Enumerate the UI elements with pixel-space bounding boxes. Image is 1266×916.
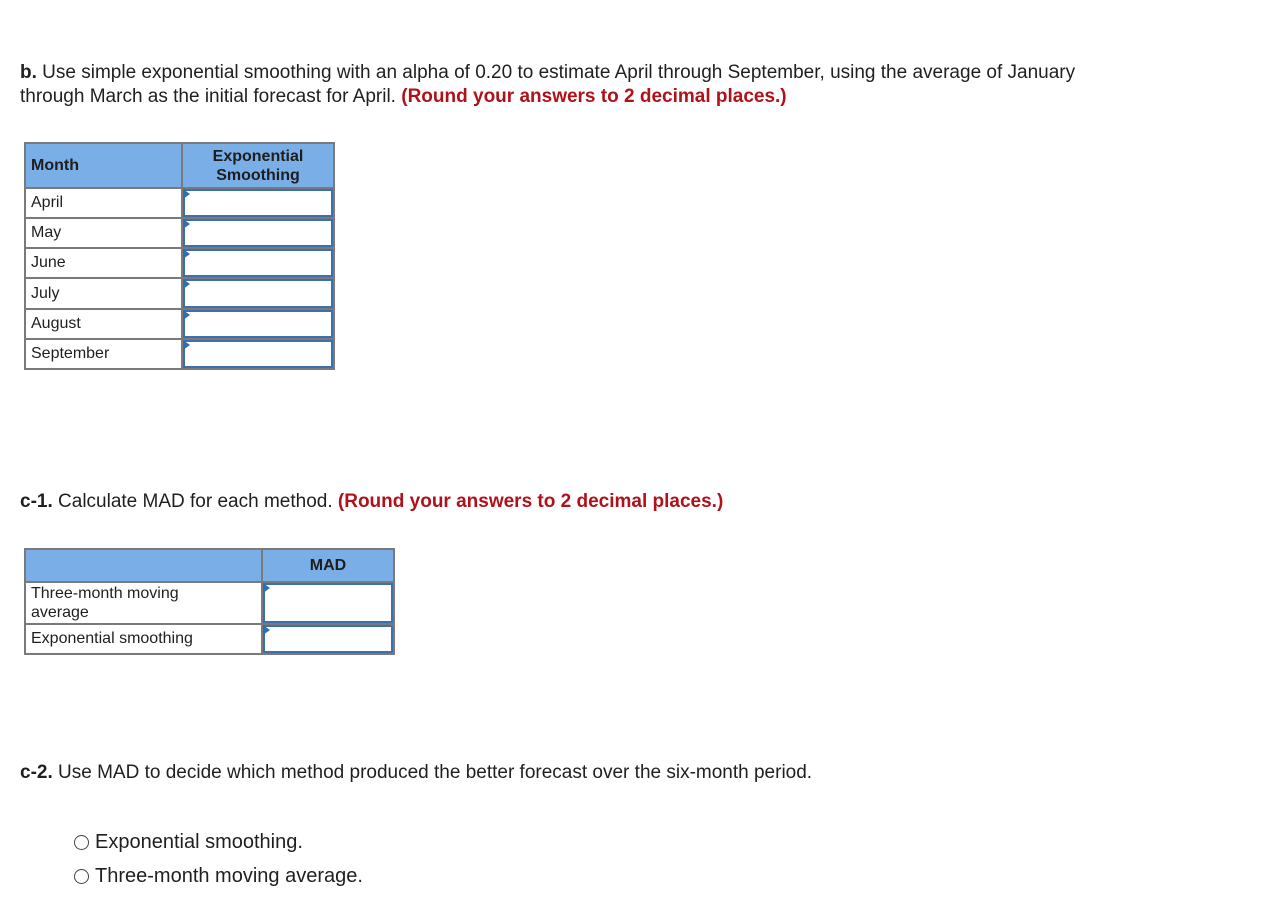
exp-smoothing-cell: [182, 339, 334, 369]
month-label: May: [25, 218, 182, 248]
part-b-hint: (Round your answers to 2 decimal places.): [401, 86, 787, 107]
table-row: [25, 248, 334, 278]
method-label: Exponential smoothing: [25, 624, 262, 654]
table-row: [25, 278, 334, 309]
option-label: Exponential smoothing.: [95, 831, 303, 853]
radio-button[interactable]: [74, 869, 89, 884]
header-exponential-smoothing: [182, 143, 334, 188]
header-exp-line1: Exponential: [212, 147, 304, 165]
part-c2-instructions: [20, 761, 812, 785]
mad-cell: [262, 582, 394, 624]
june-forecast-input[interactable]: [183, 249, 333, 277]
month-label: April: [25, 188, 182, 218]
may-forecast-input[interactable]: [183, 219, 333, 247]
mad-table: [24, 548, 395, 655]
exp-smoothing-cell: [182, 218, 334, 248]
method-label-line2: average: [31, 604, 89, 621]
table-row: [25, 624, 394, 654]
exp-smoothing-cell: [182, 309, 334, 339]
table-row: [25, 188, 334, 218]
method-label: [25, 582, 262, 624]
part-c1-hint: (Round your answers to 2 decimal places.): [337, 491, 724, 512]
table-row: [25, 218, 334, 248]
header-exp-line2: Smoothing: [216, 166, 300, 184]
part-c2-label: c-2.: [20, 762, 53, 783]
input-marker-icon: [183, 310, 190, 320]
input-marker-icon: [183, 340, 190, 350]
august-forecast-input[interactable]: [183, 310, 333, 338]
month-label: June: [25, 248, 182, 278]
month-label: September: [25, 339, 182, 369]
option-three-month-moving-average[interactable]: [74, 865, 363, 888]
header-month: Month: [25, 143, 182, 188]
exp-smoothing-cell: [182, 248, 334, 278]
september-forecast-input[interactable]: [183, 340, 333, 368]
option-exponential-smoothing[interactable]: [74, 831, 303, 854]
input-marker-icon: [183, 279, 190, 289]
input-marker-icon: [183, 189, 190, 199]
input-marker-icon: [263, 583, 270, 593]
header-mad: MAD: [262, 549, 394, 582]
april-forecast-input[interactable]: [183, 189, 333, 217]
mad-cell: [262, 624, 394, 654]
month-label: August: [25, 309, 182, 339]
part-b-text-line2: through March as the initial forecast for April.: [20, 86, 396, 107]
input-marker-icon: [183, 249, 190, 259]
part-b-label: b.: [20, 62, 37, 83]
table-row: [25, 339, 334, 369]
exponential-smoothing-mad-input[interactable]: [263, 625, 393, 653]
part-c1-instructions: [20, 490, 723, 514]
exp-smoothing-cell: [182, 188, 334, 218]
part-b-instructions: [20, 61, 1075, 109]
input-marker-icon: [183, 219, 190, 229]
moving-average-mad-input[interactable]: [263, 583, 393, 623]
part-c2-text: Use MAD to decide which method produced the better forecast over the six-month period.: [58, 762, 813, 783]
part-c1-text: Calculate MAD for each method.: [58, 491, 333, 512]
header-blank: [25, 549, 262, 582]
part-c1-label: c-1.: [20, 491, 53, 512]
part-b-text-line1: Use simple exponential smoothing with an alpha of 0.20 to estimate April through September, using the average of January: [42, 62, 1076, 83]
table-row: [25, 582, 394, 624]
exp-smoothing-cell: [182, 278, 334, 309]
july-forecast-input[interactable]: [183, 279, 333, 308]
radio-button[interactable]: [74, 835, 89, 850]
table-row: [25, 309, 334, 339]
exponential-smoothing-table: [24, 142, 335, 370]
month-label: July: [25, 278, 182, 309]
method-label-line1: Three-month moving: [31, 585, 179, 602]
option-label: Three-month moving average.: [95, 865, 363, 887]
input-marker-icon: [263, 625, 270, 635]
